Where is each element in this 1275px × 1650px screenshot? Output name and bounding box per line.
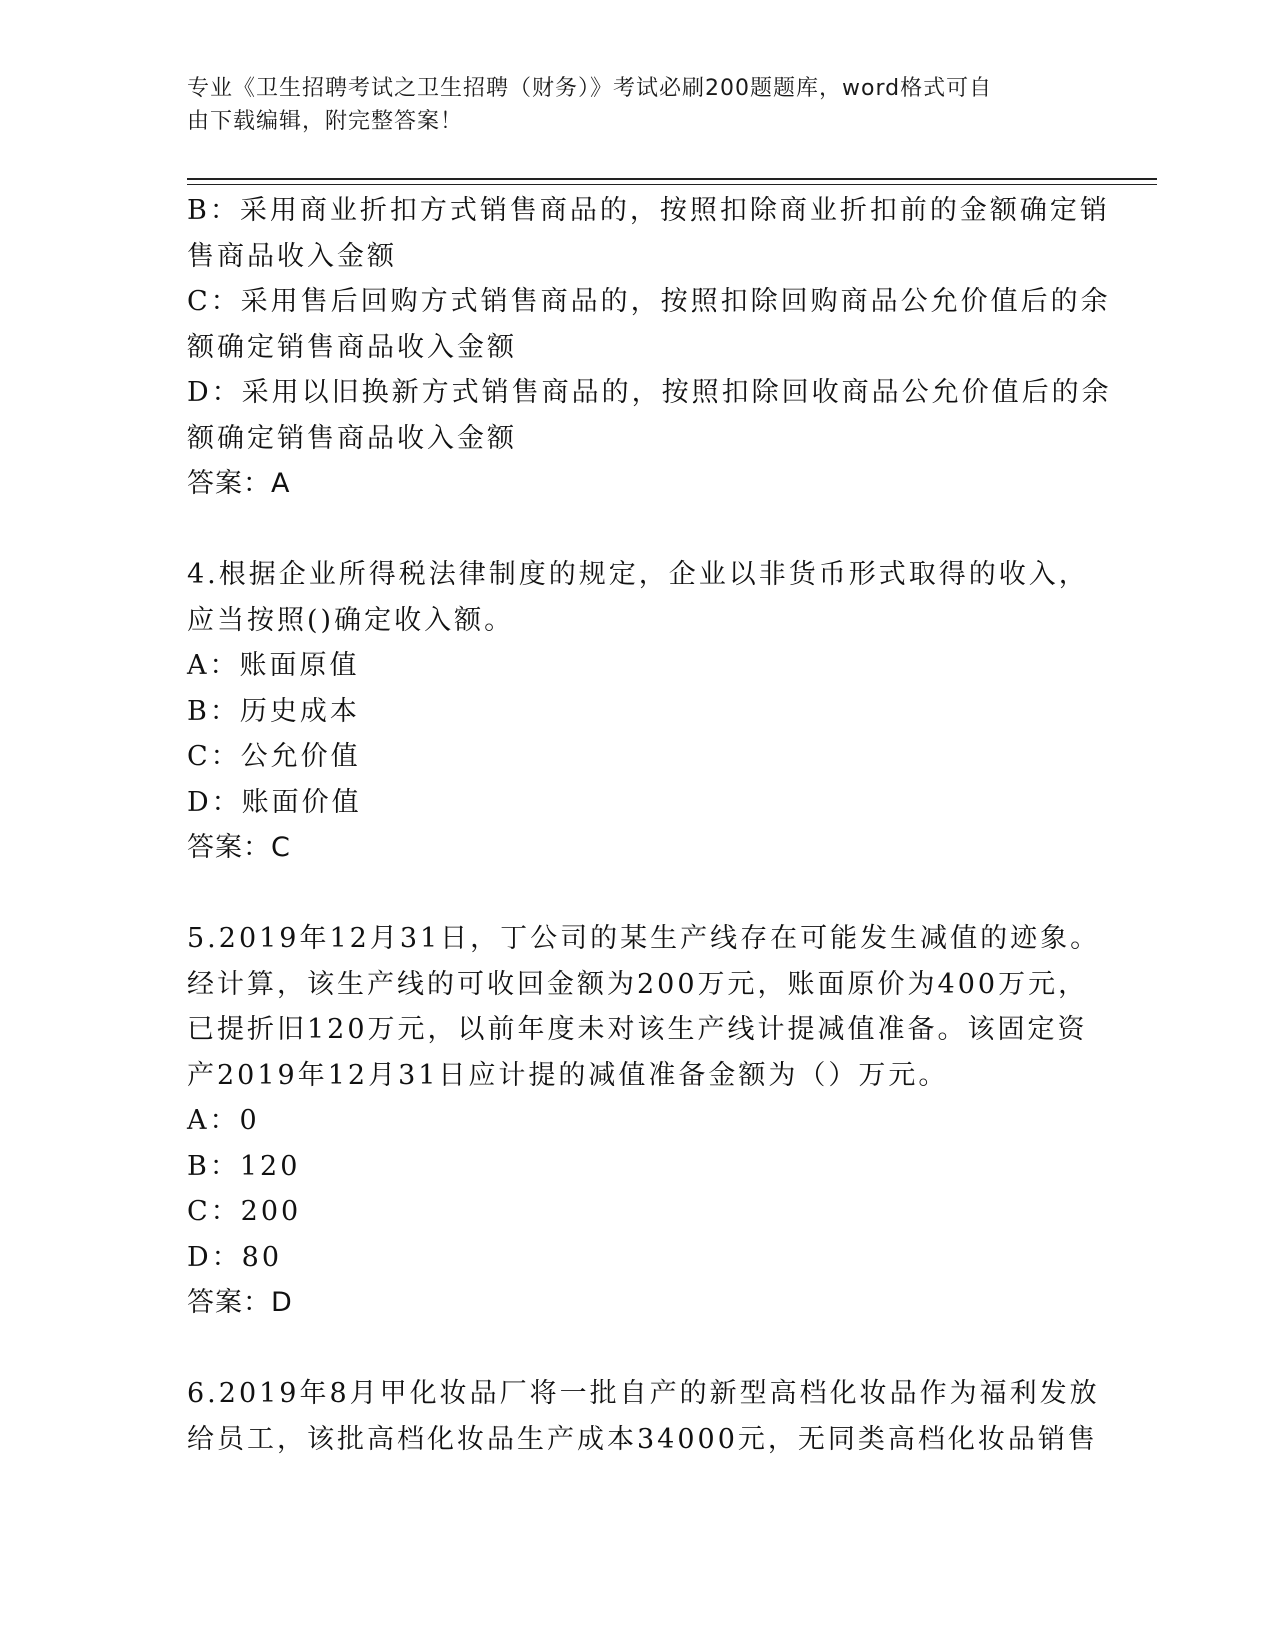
q5-stem-line-3: 已提折旧120万元，以前年度未对该生产线计提减值准备。该固定资	[187, 1014, 1088, 1045]
spacer	[187, 507, 1087, 553]
question-6	[187, 1371, 1100, 1462]
q3-answer: 答案：A	[187, 468, 291, 499]
q5-option-a: A：0	[187, 1105, 260, 1136]
document-header	[187, 72, 1067, 138]
q3-option-b-line-2: 售商品收入金额	[187, 240, 397, 272]
q3-option-d-line-2: 额确定销售商品收入金额	[187, 422, 517, 454]
q4-stem-line-2: 应当按照()确定收入额。	[187, 604, 515, 636]
spacer	[187, 1326, 1087, 1372]
question-3	[187, 188, 1112, 507]
q4-option-b: B：历史成本	[187, 695, 360, 727]
header-divider-thick	[187, 178, 1157, 180]
question-5	[187, 916, 1101, 1326]
q6-stem-line-2: 给员工，该批高档化妆品生产成本34000元，无同类高档化妆品销售	[187, 1423, 1098, 1455]
q4-answer: 答案：C	[187, 832, 291, 863]
q5-option-c: C：200	[187, 1196, 302, 1227]
q3-option-c-line-2: 额确定销售商品收入金额	[187, 331, 517, 363]
question-4	[187, 552, 1087, 871]
spacer	[187, 871, 1087, 917]
q5-stem-line-4: 产2019年12月31日应计提的减值准备金额为（）万元。	[187, 1059, 949, 1091]
q3-option-c-line-1: C：采用售后回购方式销售商品的，按照扣除回购商品公允价值后的余	[187, 286, 1111, 317]
header-line-1: 专业《卫生招聘考试之卫生招聘（财务）》考试必刷200题题库，word格式可自	[187, 76, 993, 101]
q5-stem-line-1: 5.2019年12月31日，丁公司的某生产线存在可能发生减值的迹象。	[187, 923, 1101, 954]
q3-option-d-line-1: D：采用以旧换新方式销售商品的，按照扣除回收商品公允价值后的余	[187, 377, 1112, 408]
q4-option-d: D：账面价值	[187, 786, 362, 818]
q3-option-b-line-1: B：采用商业折扣方式销售商品的，按照扣除商业折扣前的金额确定销	[187, 195, 1110, 226]
q5-stem-line-2: 经计算，该生产线的可收回金额为200万元，账面原价为400万元，	[187, 968, 1089, 1000]
q4-option-c: C：公允价值	[187, 741, 361, 772]
header-divider-thin	[187, 184, 1157, 185]
q5-answer: 答案：D	[187, 1287, 293, 1318]
q6-stem-line-1: 6.2019年8月甲化妆品厂将一批自产的新型高档化妆品作为福利发放	[187, 1378, 1100, 1409]
q4-option-a: A：账面原值	[187, 650, 360, 681]
q4-stem-line-1: 4.根据企业所得税法律制度的规定，企业以非货币形式取得的收入，	[187, 559, 1089, 590]
q5-option-b: B：120	[187, 1150, 301, 1182]
header-line-2: 由下载编辑，附完整答案！	[187, 109, 464, 134]
q5-option-d: D：80	[187, 1241, 283, 1273]
question-content	[187, 188, 1112, 1462]
